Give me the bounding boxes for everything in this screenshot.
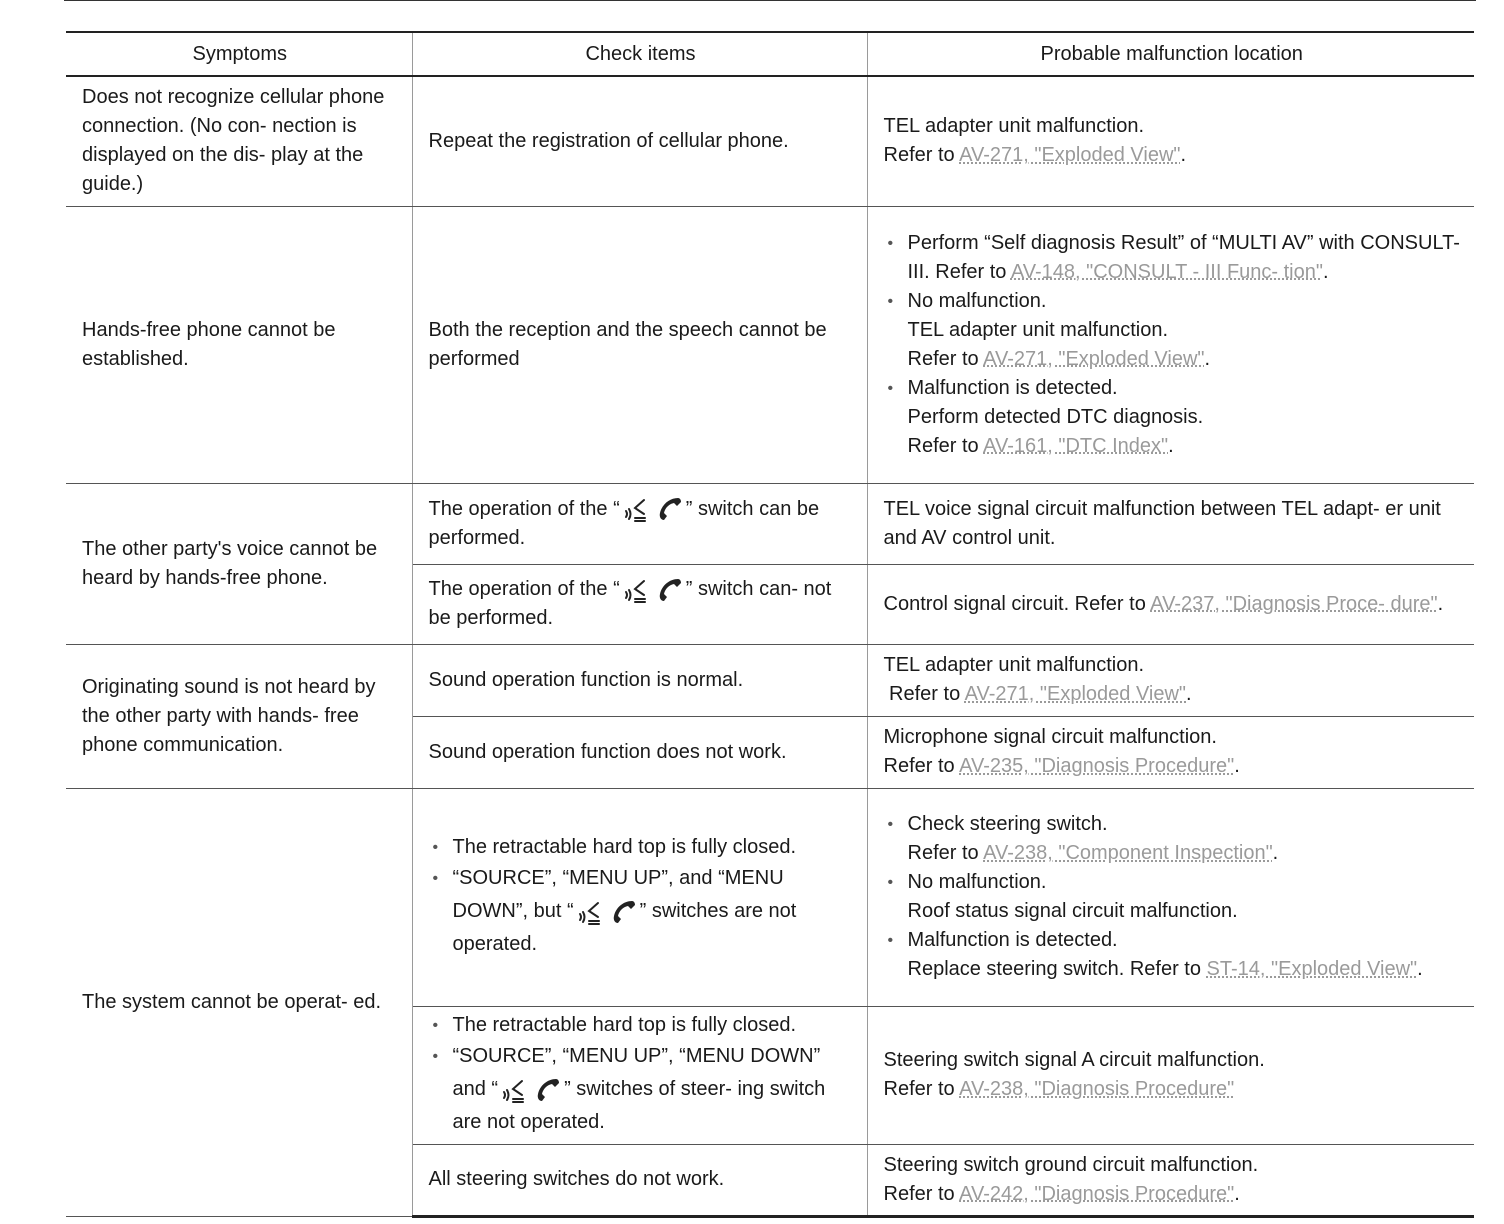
list-item — [884, 926, 1461, 984]
location-bullet-list — [884, 229, 1461, 461]
punctuation: . — [1186, 683, 1192, 705]
bullet-text: The retractable hard top is fully closed. — [452, 836, 797, 858]
list-item — [429, 1040, 853, 1139]
list-item — [884, 229, 1461, 287]
check-text: ” switch can- not be performed. — [428, 578, 832, 629]
bullet-text: Perform detected DTC diagnosis. — [907, 405, 1204, 428]
refer-text: Refer to — [883, 1182, 960, 1205]
bullet-text: TEL adapter unit malfunction. — [907, 318, 1169, 341]
list-item — [429, 833, 853, 862]
symptom-text: The other party's voice cannot be heard by hands-free phone. — [82, 537, 378, 589]
list-item — [884, 287, 1461, 374]
location-text: Control signal circuit. Refer to — [883, 592, 1151, 615]
reference-link[interactable]: AV-271, "Exploded View" — [983, 347, 1205, 370]
reference-link[interactable]: ST-14, "Exploded View" — [1206, 958, 1418, 980]
punctuation: . — [1180, 144, 1187, 167]
symptom-text: The system cannot be operat- ed. — [82, 990, 382, 1013]
table-row — [66, 788, 1474, 1006]
reference-link[interactable]: AV-235, "Diagnosis Procedure" — [959, 755, 1235, 777]
list-item — [884, 868, 1461, 926]
table-row — [66, 483, 1474, 564]
location-text: TEL adapter unit malfunction. — [883, 115, 1145, 138]
reference-link[interactable]: AV-242, "Diagnosis Procedure" — [959, 1182, 1235, 1205]
bullet-text: Perform “Self diagnosis Result” of “MULTI AV” with CONSULT-III. Refer to — [907, 231, 1460, 283]
table-row — [66, 206, 1474, 483]
location-text: TEL adapter unit malfunction. — [883, 654, 1145, 676]
refer-text: Refer to — [883, 1078, 960, 1100]
check-cell — [412, 644, 867, 716]
check-cell — [412, 564, 867, 644]
location-cell — [867, 1144, 1474, 1216]
check-cell — [412, 716, 867, 788]
location-text: Steering switch signal A circuit malfunction. — [883, 1049, 1265, 1071]
bullet-text: “SOURCE”, “MENU UP”, and “MENU DOWN”, but “ — [452, 867, 784, 922]
location-cell — [867, 716, 1474, 788]
bullet-text: • Malfunction is detected. — [907, 376, 1118, 399]
bullet-text: • No malfunction. — [907, 289, 1047, 312]
location-cell — [867, 206, 1474, 483]
location-cell — [867, 1006, 1474, 1144]
check-text: Repeat the registration of cellular phone. — [428, 129, 789, 152]
punctuation: . — [1234, 755, 1240, 777]
voice-recognition-icon — [624, 579, 650, 603]
refer-text: Refer to — [883, 144, 960, 167]
table-header-row — [66, 32, 1474, 76]
bullet-text: ” switches are not operated. — [452, 900, 797, 955]
location-cell — [867, 483, 1474, 564]
location-text: Microphone signal circuit malfunction. — [883, 726, 1217, 748]
bullet-text: • Check steering switch. — [907, 813, 1108, 835]
check-cell — [412, 1144, 867, 1216]
location-cell — [867, 644, 1474, 716]
symptom-cell — [66, 76, 412, 206]
check-cell — [412, 206, 867, 483]
check-text: The operation of the “ — [428, 578, 620, 600]
refer-text: Refer to — [907, 842, 984, 864]
page-top-rule — [64, 0, 1476, 1]
punctuation: . — [1322, 260, 1329, 283]
check-cell — [412, 1006, 867, 1144]
list-item — [884, 374, 1461, 461]
punctuation: . — [1437, 592, 1444, 615]
symptom-cell — [66, 644, 412, 788]
location-cell — [867, 788, 1474, 1006]
bullet-text: Roof status signal circuit malfunction. — [907, 900, 1238, 922]
phone-handset-icon — [656, 577, 682, 603]
list-item — [429, 862, 853, 961]
refer-text: Refer to — [883, 755, 960, 777]
punctuation: . — [1234, 1182, 1240, 1205]
symptom-text: Originating sound is not heard by the other party with hands- free phone communication. — [82, 675, 376, 756]
refer-text: Refer to — [907, 347, 984, 370]
check-cell — [412, 483, 867, 564]
table-row — [66, 76, 1474, 206]
reference-link[interactable]: AV-271, "Exploded View" — [959, 144, 1181, 167]
symptom-text: Hands-free phone cannot be established. — [82, 318, 336, 370]
check-bullet-list — [429, 1011, 853, 1139]
list-item — [429, 1011, 853, 1040]
punctuation: . — [1272, 842, 1279, 864]
refer-text: Refer to — [883, 683, 965, 705]
diagnosis-table — [66, 31, 1474, 1218]
symptom-text: Does not recognize cellular phone connection. (No con- nection is displayed on the dis- play at the guide.) — [82, 86, 385, 196]
phone-handset-icon — [610, 899, 636, 925]
switch-icons — [576, 899, 638, 925]
check-text: Both the reception and the speech cannot be performed — [428, 318, 827, 370]
reference-link[interactable]: AV-238, "Component Inspection" — [983, 842, 1273, 864]
symptom-cell — [66, 206, 412, 483]
bullet-text: • Malfunction is detected. — [907, 929, 1118, 951]
switch-icons — [500, 1077, 562, 1103]
voice-recognition-icon — [578, 901, 604, 925]
location-cell — [867, 564, 1474, 644]
header-probable-location: Probable malfunction location — [867, 32, 1474, 76]
voice-recognition-icon — [502, 1079, 528, 1103]
location-text: TEL voice signal circuit malfunction between TEL adapt- er unit and AV control unit. — [883, 497, 1441, 549]
symptom-cell — [66, 788, 412, 1216]
check-text: All steering switches do not work. — [428, 1168, 725, 1190]
check-cell — [412, 76, 867, 206]
check-text: The operation of the “ — [428, 497, 620, 520]
bullet-text: “SOURCE”, “MENU UP”, “MENU DOWN” and “ — [452, 1045, 821, 1100]
check-text: ” switch can be performed. — [428, 497, 820, 549]
reference-link[interactable]: AV-271, "Exploded View" — [964, 683, 1187, 705]
check-cell — [412, 788, 867, 1006]
reference-link[interactable]: AV-161, "DTC Index" — [983, 434, 1169, 457]
bullet-text: ” switches of steer- ing switch are not operated. — [452, 1078, 826, 1133]
refer-text: Refer to — [907, 434, 984, 457]
punctuation: . — [1168, 434, 1174, 457]
header-symptoms: Symptoms — [66, 32, 412, 76]
check-bullet-list — [429, 833, 853, 961]
check-text: Sound operation function is normal. — [428, 668, 744, 691]
location-bullet-list — [884, 810, 1461, 984]
list-item — [884, 810, 1461, 868]
voice-recognition-icon — [624, 498, 650, 522]
phone-handset-icon — [534, 1077, 560, 1103]
reference-link[interactable]: AV-238, "Diagnosis Procedure" — [959, 1078, 1235, 1100]
switch-icons — [622, 496, 684, 522]
punctuation: . — [1417, 958, 1423, 980]
location-text: Steering switch ground circuit malfunction. — [883, 1153, 1259, 1176]
bullet-text: • No malfunction. — [907, 871, 1047, 893]
symptom-cell — [66, 483, 412, 644]
reference-link[interactable]: AV-148, "CONSULT - III Func- tion" — [1010, 260, 1323, 283]
check-text: Sound operation function does not work. — [428, 740, 787, 763]
bullet-text: Replace steering switch. Refer to — [907, 958, 1207, 980]
location-cell — [867, 76, 1474, 206]
reference-link[interactable]: AV-237, "Diagnosis Proce- dure" — [1150, 592, 1438, 615]
switch-icons — [622, 577, 684, 603]
bullet-text: The retractable hard top is fully closed. — [452, 1014, 797, 1036]
table-row — [66, 644, 1474, 716]
punctuation: . — [1204, 347, 1211, 370]
header-check-items: Check items — [412, 32, 867, 76]
phone-handset-icon — [656, 496, 682, 522]
